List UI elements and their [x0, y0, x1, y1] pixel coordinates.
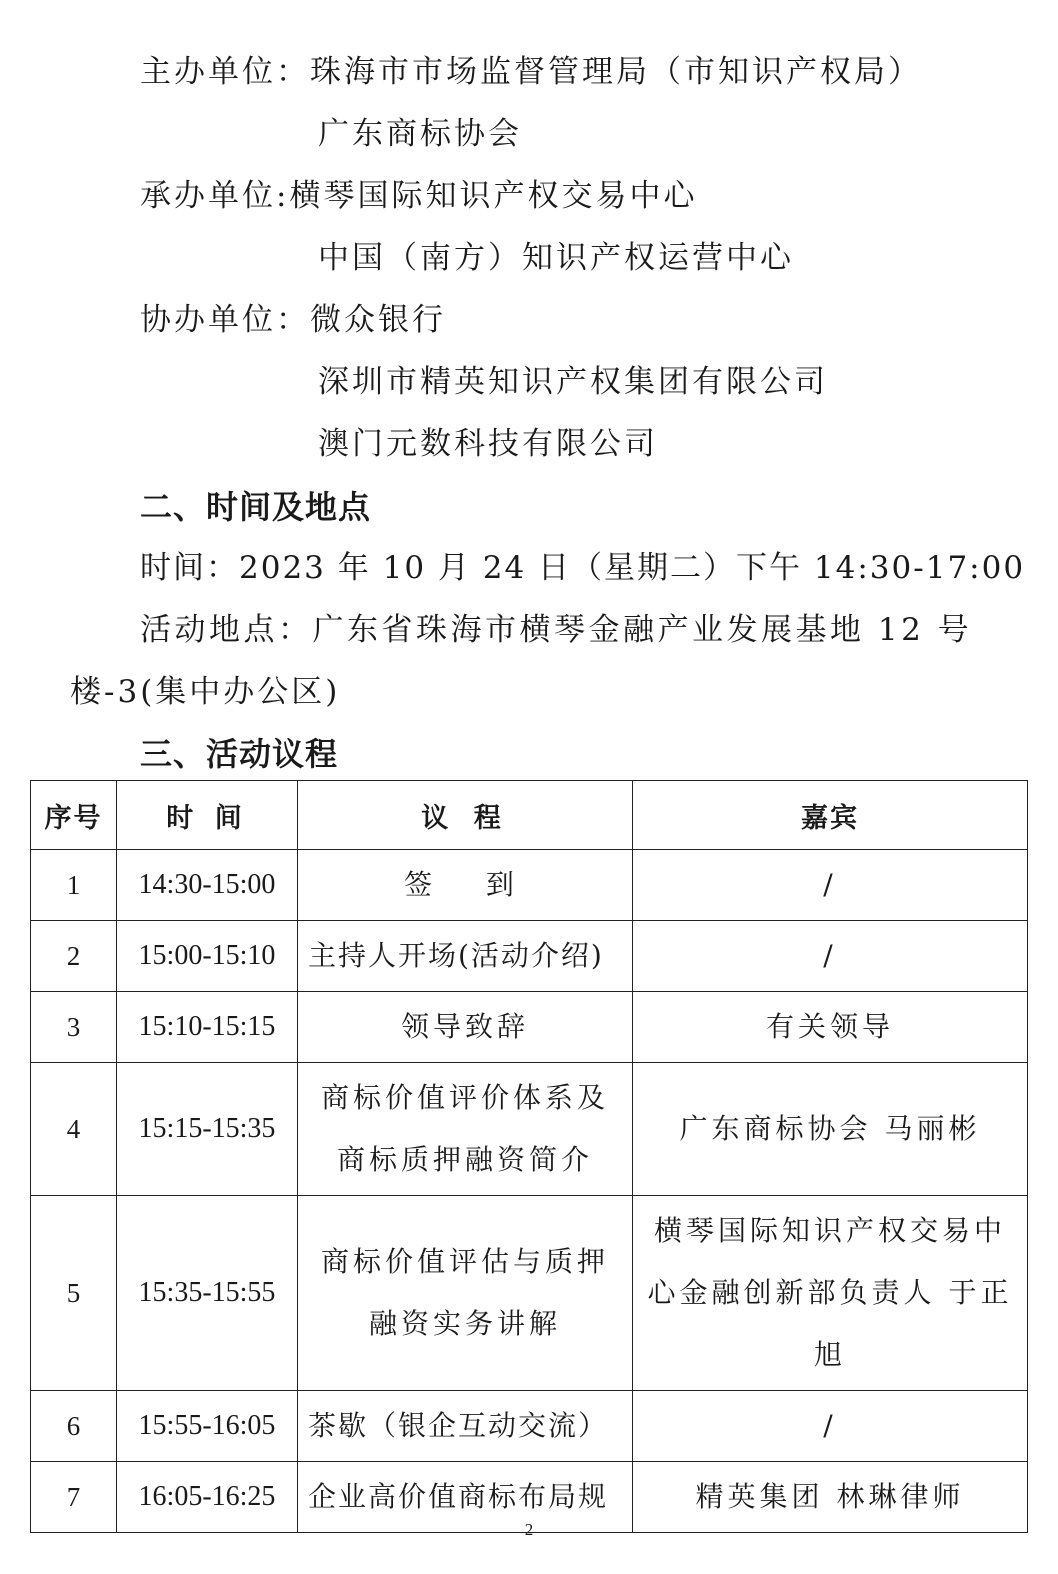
host-org-1: 珠海市市场监督管理局（市知识产权局）	[310, 54, 922, 90]
assist-org-1: 微众银行	[310, 302, 446, 338]
agenda-table	[30, 780, 1028, 1533]
row-topic: 茶歇（银企互动交流）	[298, 1391, 633, 1462]
undertake-org-1: 横琴国际知识产权交易中心	[289, 178, 698, 214]
row-no: 3	[31, 992, 117, 1063]
row-time: 16:05-16:25	[117, 1462, 298, 1533]
row-guest: 广东商标协会 马丽彬	[633, 1063, 1028, 1196]
row-time: 15:00-15:10	[117, 921, 298, 992]
assist-org-2: 深圳市精英知识产权集团有限公司	[318, 364, 828, 400]
table-row	[31, 992, 1028, 1063]
event-location-line-2: 楼-3(集中办公区)	[70, 674, 341, 710]
row-topic: 企业高价值商标布局规	[298, 1462, 633, 1533]
host-row	[140, 52, 922, 92]
section-3-heading: 三、活动议程	[140, 735, 339, 773]
host-org-2: 广东商标协会	[318, 116, 522, 152]
row-no: 6	[31, 1391, 117, 1462]
page-number: 2	[524, 1520, 534, 1539]
section-2-heading: 二、时间及地点	[140, 488, 372, 526]
table-row	[31, 1063, 1028, 1196]
table-row	[31, 1391, 1028, 1462]
table-row	[31, 921, 1028, 992]
header-time: 时 间	[117, 781, 298, 850]
row-topic: 领导致辞	[298, 992, 633, 1063]
row-guest: /	[633, 921, 1028, 992]
assist-row	[140, 300, 446, 340]
header-no: 序号	[31, 781, 117, 850]
row-time: 15:15-15:35	[117, 1063, 298, 1196]
agenda-header-row	[31, 781, 1028, 850]
host-label: 主办单位：	[140, 54, 310, 90]
row-guest: 横琴国际知识产权交易中心金融创新部负责人 于正旭	[633, 1196, 1028, 1391]
undertake-row	[140, 176, 697, 216]
row-time: 14:30-15:00	[117, 850, 298, 921]
table-row	[31, 1196, 1028, 1391]
event-time: 时间：2023 年 10 月 24 日（星期二）下午 14:30-17:00	[140, 550, 1026, 586]
row-no: 1	[31, 850, 117, 921]
row-no: 7	[31, 1462, 117, 1533]
row-topic: 商标价值评估与质押融资实务讲解	[298, 1196, 633, 1391]
row-time: 15:35-15:55	[117, 1196, 298, 1391]
assist-org-3: 澳门元数科技有限公司	[318, 426, 658, 462]
row-topic: 主持人开场(活动介绍)	[298, 921, 633, 992]
row-topic: 商标价值评价体系及商标质押融资简介	[298, 1063, 633, 1196]
row-guest: /	[633, 850, 1028, 921]
row-no: 2	[31, 921, 117, 992]
undertake-org-2: 中国（南方）知识产权运营中心	[318, 240, 794, 276]
header-guest: 嘉宾	[633, 781, 1028, 850]
row-guest: 有关领导	[633, 992, 1028, 1063]
row-guest: 精英集团 林琳律师	[633, 1462, 1028, 1533]
header-topic: 议 程	[298, 781, 633, 850]
table-row	[31, 850, 1028, 921]
row-time: 15:10-15:15	[117, 992, 298, 1063]
row-time: 15:55-16:05	[117, 1391, 298, 1462]
assist-label: 协办单位：	[140, 302, 310, 338]
row-guest: /	[633, 1391, 1028, 1462]
row-no: 4	[31, 1063, 117, 1196]
row-topic: 签 到	[298, 850, 633, 921]
row-no: 5	[31, 1196, 117, 1391]
undertake-label: 承办单位:	[140, 178, 290, 214]
event-location-line-1: 活动地点：广东省珠海市横琴金融产业发展基地 12 号	[140, 612, 973, 648]
